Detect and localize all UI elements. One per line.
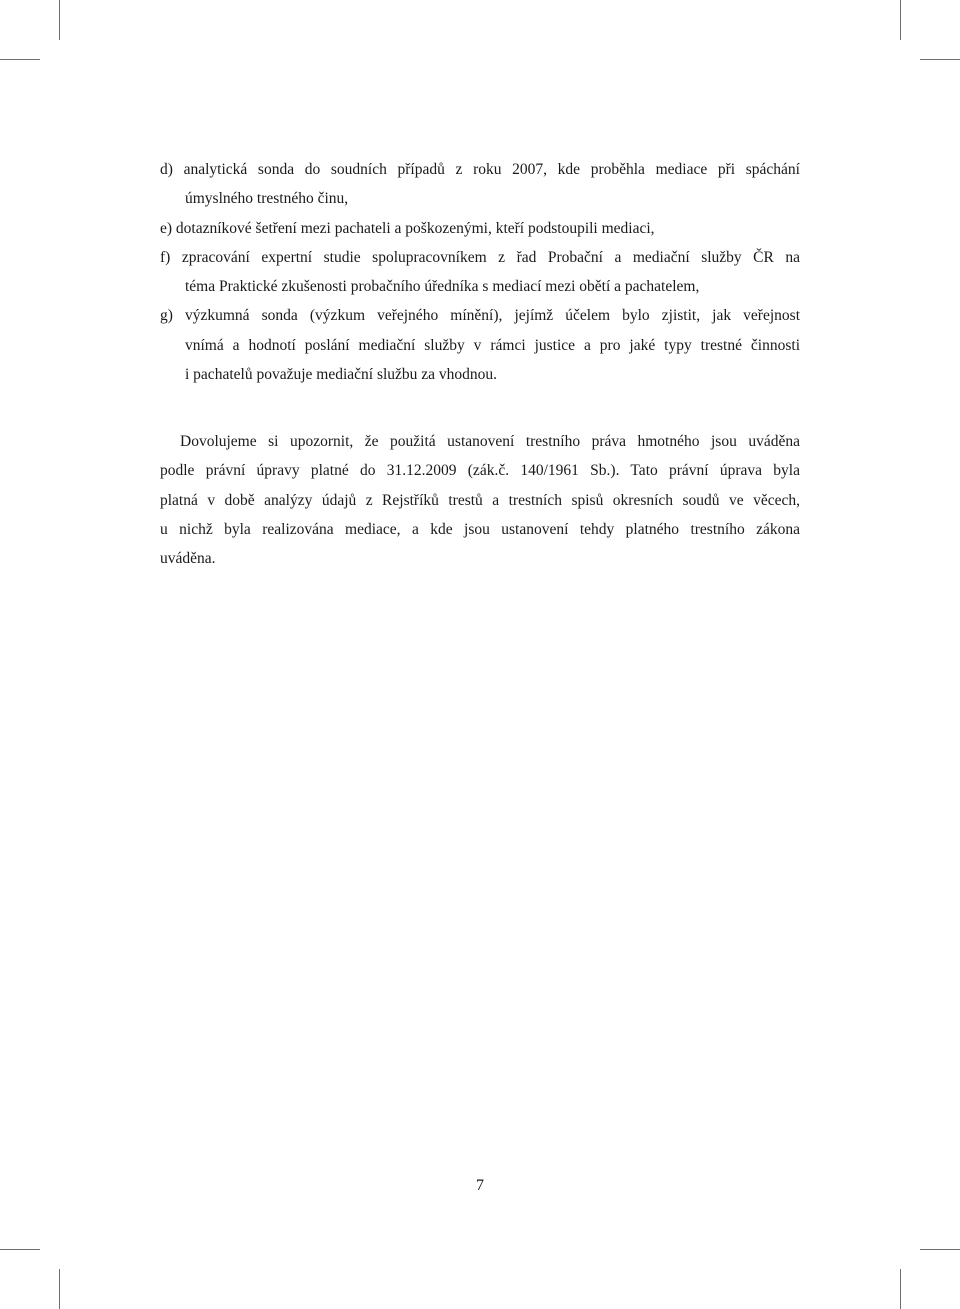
paragraph-line: platná v době analýzy údajů z Rejstříků trestů a trestních spisů okresních soudů ve věcech,	[160, 491, 800, 509]
list-item-e: e) dotazníkové šetření mezi pachateli a poškozenými, kteří podstoupili mediaci,	[160, 219, 655, 237]
crop-mark-bottom-right	[920, 1249, 960, 1250]
paragraph-line: Dovolujeme si upozornit, že použitá ustanovení trestního práva hmotného jsou uváděna	[180, 433, 800, 450]
method-list	[160, 155, 800, 389]
list-item-f-continuation: téma Praktické zkušenosti probačního úředníka s mediací mezi obětí a pachatelem,	[185, 278, 700, 296]
crop-mark-bottom-left	[59, 1269, 60, 1309]
page-number: 7	[476, 1177, 484, 1194]
crop-mark-top-right	[920, 59, 960, 60]
list-item-g: g) výzkumná sonda (výzkum veřejného mínění), jejímž účelem bylo zjistit, jak veřejnost	[160, 307, 800, 325]
crop-mark-bottom-right	[900, 1269, 901, 1309]
list-item-d-continuation: úmyslného trestného činu,	[185, 190, 349, 208]
note-paragraph	[160, 427, 800, 573]
crop-mark-top-left	[59, 0, 60, 40]
crop-mark-top-right	[900, 0, 901, 40]
list-item-g-continuation: vnímá a hodnotí poslání mediační služby v rámci justice a pro jaké typy trestné činnosti	[185, 336, 800, 354]
list-item-d: d) analytická sonda do soudních případů z roku 2007, kde proběhla mediace při spáchání	[160, 161, 800, 178]
paragraph-line: podle právní úpravy platné do 31.12.2009 (zák.č. 140/1961 Sb.). Tato právní úprava byla	[160, 462, 800, 480]
paragraph-line: uváděna.	[160, 550, 216, 568]
crop-mark-top-left	[0, 59, 40, 60]
crop-mark-bottom-left	[0, 1249, 40, 1250]
paragraph-line: u nichž byla realizována mediace, a kde jsou ustanovení tehdy platného trestního zákona	[160, 520, 800, 538]
list-item-g-continuation: i pachatelů považuje mediační službu za vhodnou.	[185, 366, 498, 384]
list-item-f: f) zpracování expertní studie spolupracovníkem z řad Probační a mediační služby ČR na	[160, 248, 800, 266]
